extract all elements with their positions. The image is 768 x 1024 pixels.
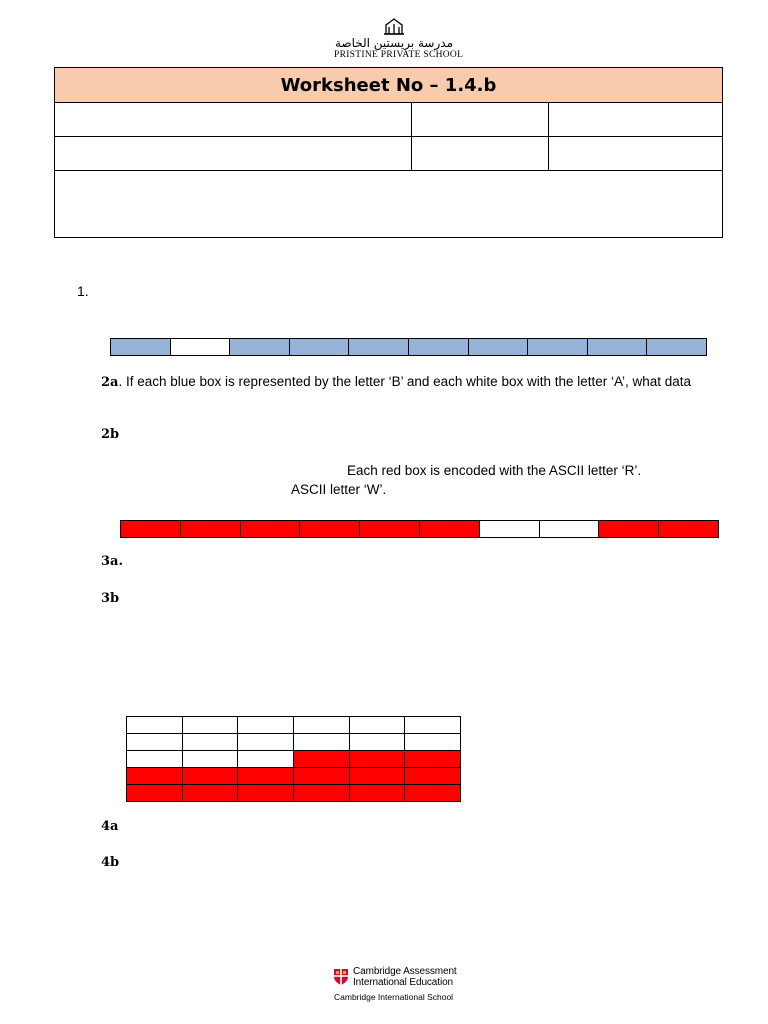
question-2b-label: 2b — [101, 427, 120, 442]
worksheet-title: Worksheet No – 1.4.b — [55, 68, 723, 103]
name-field[interactable] — [55, 103, 412, 137]
grid-cell-red — [238, 768, 294, 785]
objectives-field[interactable] — [55, 171, 723, 238]
grid-cell-red — [349, 768, 405, 785]
grid-cell-white — [293, 717, 349, 734]
grid-cell-red — [293, 751, 349, 768]
grid-cell-white — [127, 751, 183, 768]
strip-box-red — [659, 521, 718, 537]
grid-row — [127, 734, 461, 751]
grid-cell-white — [293, 734, 349, 751]
question-4a-label: 4a — [101, 819, 119, 834]
pixel-grid — [126, 716, 461, 802]
grid-cell-white — [127, 734, 183, 751]
grid-cell-red — [182, 768, 238, 785]
question-2a-label: 2a — [101, 375, 119, 390]
question-3b-label: 3b — [101, 591, 120, 606]
teacher-field[interactable] — [549, 137, 723, 171]
cambridge-shield-icon — [333, 968, 349, 986]
strip-box-red — [420, 521, 480, 537]
strip-box-red — [360, 521, 420, 537]
date-field[interactable] — [412, 137, 549, 171]
grid-cell-red — [349, 751, 405, 768]
grid-cell-red — [405, 768, 461, 785]
strip-box-white — [171, 339, 231, 355]
strip-box-white — [480, 521, 540, 537]
grid-cell-white — [182, 734, 238, 751]
blue-white-strip — [110, 338, 707, 356]
grid-row — [127, 717, 461, 734]
grid-cell-red — [182, 785, 238, 802]
grid-cell-red — [127, 768, 183, 785]
grid-cell-white — [405, 734, 461, 751]
strip-box-red — [599, 521, 659, 537]
question-4b-label: 4b — [101, 855, 120, 870]
grid-cell-white — [127, 717, 183, 734]
cambridge-line-1: Cambridge Assessment — [353, 966, 457, 977]
question-3a-label: 3a. — [101, 554, 123, 569]
cambridge-logo — [333, 966, 463, 1006]
grid-row — [127, 768, 461, 785]
strip-box-blue — [647, 339, 706, 355]
strip-box-blue — [409, 339, 469, 355]
grid-cell-red — [405, 785, 461, 802]
grid-cell-red — [293, 768, 349, 785]
strip-box-red — [121, 521, 181, 537]
question-1-label: 1. — [77, 283, 89, 299]
strip-box-red — [241, 521, 301, 537]
grid-cell-white — [182, 751, 238, 768]
grid-cell-red — [405, 751, 461, 768]
strip-box-blue — [588, 339, 648, 355]
grid-cell-red — [127, 785, 183, 802]
grid-cell-red — [238, 785, 294, 802]
grid-cell-white — [238, 751, 294, 768]
red-white-strip — [120, 520, 719, 538]
grid-cell-white — [238, 717, 294, 734]
school-crest-icon — [383, 18, 405, 36]
worksheet-header-table — [54, 67, 723, 238]
grid-row — [127, 785, 461, 802]
subject-field[interactable] — [55, 137, 412, 171]
strip-box-blue — [469, 339, 529, 355]
strip-box-red — [300, 521, 360, 537]
strip-box-blue — [349, 339, 409, 355]
grid-cell-white — [405, 717, 461, 734]
strip-box-blue — [528, 339, 588, 355]
school-name-arabic: مدرسة بريستين الخاصة — [334, 36, 454, 50]
cambridge-line-3: Cambridge International School — [334, 992, 454, 1002]
grid-cell-white — [349, 734, 405, 751]
question-3-text-line1: Each red box is encoded with the ASCII letter ‘R’. — [347, 463, 642, 478]
school-logo — [334, 18, 464, 66]
strip-box-white — [540, 521, 600, 537]
question-3-text-line2: ASCII letter ‘W’. — [291, 482, 387, 497]
question-2a-text: . If each blue box is represented by the letter ‘B’ and each white box with the letter ‘A’, what data — [118, 374, 692, 389]
school-name-english: PRISTINE PRIVATE SCHOOL — [334, 50, 464, 60]
grid-cell-white — [238, 734, 294, 751]
strip-box-blue — [290, 339, 350, 355]
grid-cell-red — [349, 785, 405, 802]
strip-box-blue — [111, 339, 171, 355]
grid-row — [127, 751, 461, 768]
grid-cell-red — [293, 785, 349, 802]
grid-cell-white — [349, 717, 405, 734]
grid-cell-white — [182, 717, 238, 734]
strip-box-red — [181, 521, 241, 537]
cambridge-line-2: International Education — [353, 977, 453, 988]
question-2a — [101, 373, 691, 391]
section-field[interactable] — [549, 103, 723, 137]
grade-field[interactable] — [412, 103, 549, 137]
strip-box-blue — [230, 339, 290, 355]
